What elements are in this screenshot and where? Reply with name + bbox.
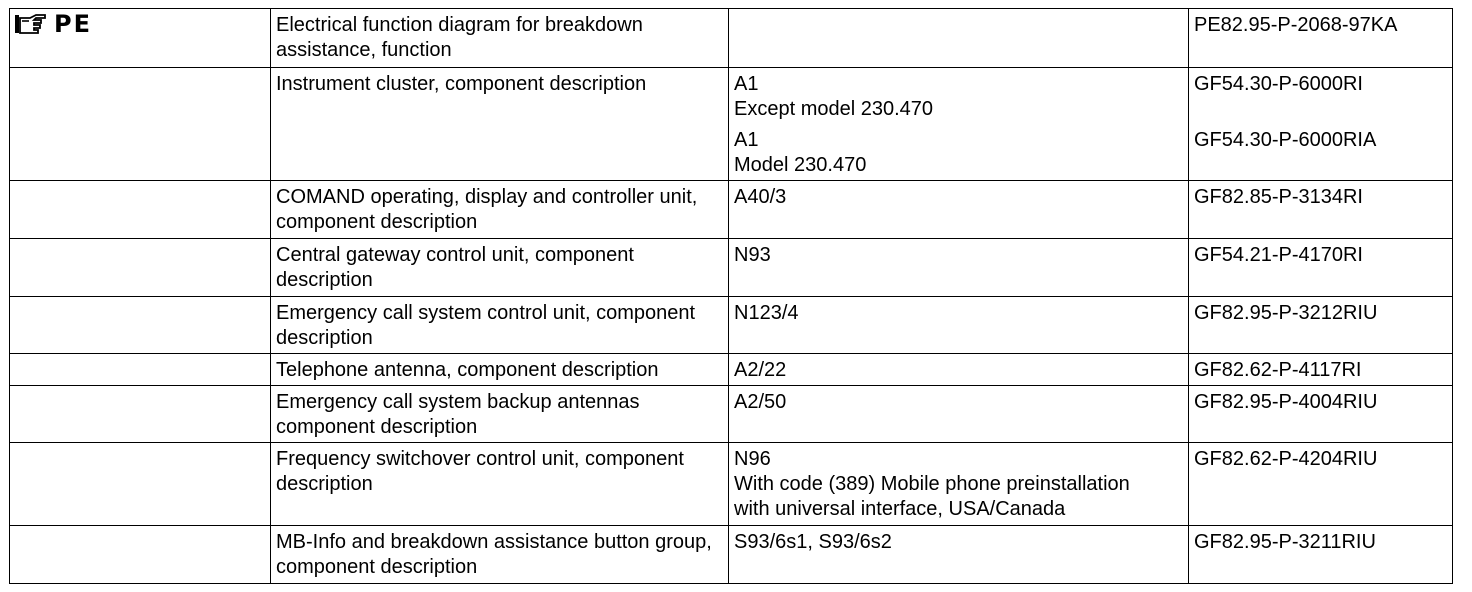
component-code: A40/3 bbox=[734, 186, 787, 208]
document-cell bbox=[1189, 239, 1453, 297]
empty-cell bbox=[10, 386, 271, 443]
component-code: N96 bbox=[734, 448, 771, 470]
description-cell bbox=[271, 386, 729, 443]
empty-cell bbox=[10, 443, 271, 526]
component-code: A1 bbox=[734, 129, 759, 151]
component-note: With code (389) Mobile phone preinstallation bbox=[734, 473, 1130, 495]
reference-table bbox=[9, 8, 1453, 584]
description-cell bbox=[271, 9, 729, 68]
document-ref: GF82.95-P-3211RIU bbox=[1194, 531, 1376, 553]
component-cell bbox=[729, 354, 1189, 386]
description-text: COMAND operating, display and controller unit, component description bbox=[276, 186, 698, 233]
document-cell bbox=[1189, 9, 1453, 68]
component-entry bbox=[734, 72, 1184, 122]
component-note: Except model 230.470 bbox=[734, 98, 934, 120]
description-cell bbox=[271, 239, 729, 297]
component-note: Model 230.470 bbox=[734, 154, 867, 176]
empty-cell bbox=[10, 354, 271, 386]
description-text: Instrument cluster, component description bbox=[276, 73, 647, 95]
document-cell bbox=[1189, 386, 1453, 443]
document-ref: GF82.95-P-3212RIU bbox=[1194, 302, 1378, 324]
description-cell bbox=[271, 526, 729, 584]
document-cell bbox=[1189, 443, 1453, 526]
component-code: S93/6s1, S93/6s2 bbox=[734, 531, 892, 553]
empty-cell bbox=[10, 239, 271, 297]
document-cell bbox=[1189, 354, 1453, 386]
table-row bbox=[10, 239, 1453, 297]
description-cell bbox=[271, 181, 729, 239]
component-code: N93 bbox=[734, 244, 771, 266]
section-badge-cell bbox=[10, 9, 271, 68]
component-cell bbox=[729, 386, 1189, 443]
component-cell bbox=[729, 526, 1189, 584]
description-text: Frequency switchover control unit, component description bbox=[276, 448, 684, 495]
component-cell bbox=[729, 239, 1189, 297]
component-cell bbox=[729, 181, 1189, 239]
badge-text: PE bbox=[54, 10, 92, 38]
component-code: A2/50 bbox=[734, 391, 787, 413]
description-text: Emergency call system control unit, component description bbox=[276, 302, 696, 349]
empty-cell bbox=[10, 297, 271, 354]
document-ref: GF82.62-P-4204RIU bbox=[1194, 448, 1378, 470]
document-cell bbox=[1189, 181, 1453, 239]
document-ref: GF54.30-P-6000RIA bbox=[1194, 129, 1377, 151]
table-row bbox=[10, 297, 1453, 354]
document-ref: GF82.85-P-3134RI bbox=[1194, 186, 1363, 208]
description-text: Electrical function diagram for breakdown assistance, function bbox=[276, 14, 643, 61]
description-text: Emergency call system backup antennas component description bbox=[276, 391, 640, 438]
document-ref: GF54.30-P-6000RI bbox=[1194, 73, 1363, 95]
table-row bbox=[10, 386, 1453, 443]
document-cell bbox=[1189, 68, 1453, 181]
component-cell bbox=[729, 9, 1189, 68]
table-row bbox=[10, 68, 1453, 181]
component-cell bbox=[729, 68, 1189, 181]
empty-cell bbox=[10, 526, 271, 584]
empty-cell bbox=[10, 181, 271, 239]
component-entry bbox=[734, 128, 1184, 178]
table-row bbox=[10, 181, 1453, 239]
component-cell bbox=[729, 297, 1189, 354]
description-cell bbox=[271, 443, 729, 526]
description-cell bbox=[271, 297, 729, 354]
component-code: A2/22 bbox=[734, 359, 787, 381]
component-code: N123/4 bbox=[734, 302, 799, 324]
table-row bbox=[10, 354, 1453, 386]
description-text: MB-Info and breakdown assistance button group, component description bbox=[276, 531, 712, 578]
pe-badge bbox=[14, 11, 92, 37]
description-cell bbox=[271, 68, 729, 181]
document-ref: GF82.95-P-4004RIU bbox=[1194, 391, 1378, 413]
document-ref: GF54.21-P-4170RI bbox=[1194, 244, 1363, 266]
table-row bbox=[10, 443, 1453, 526]
table-row bbox=[10, 526, 1453, 584]
table-row bbox=[10, 9, 1453, 68]
empty-cell bbox=[10, 68, 271, 181]
component-code: A1 bbox=[734, 73, 759, 95]
component-note: with universal interface, USA/Canada bbox=[734, 498, 1066, 520]
document-cell bbox=[1189, 526, 1453, 584]
document-ref: GF82.62-P-4117RI bbox=[1194, 359, 1362, 381]
pointing-hand-icon bbox=[14, 13, 48, 35]
component-cell bbox=[729, 443, 1189, 526]
document-ref: PE82.95-P-2068-97KA bbox=[1194, 14, 1398, 36]
description-cell bbox=[271, 354, 729, 386]
document-cell bbox=[1189, 297, 1453, 354]
description-text: Telephone antenna, component description bbox=[276, 359, 659, 381]
spacer bbox=[1194, 97, 1448, 128]
description-text: Central gateway control unit, component description bbox=[276, 244, 634, 291]
